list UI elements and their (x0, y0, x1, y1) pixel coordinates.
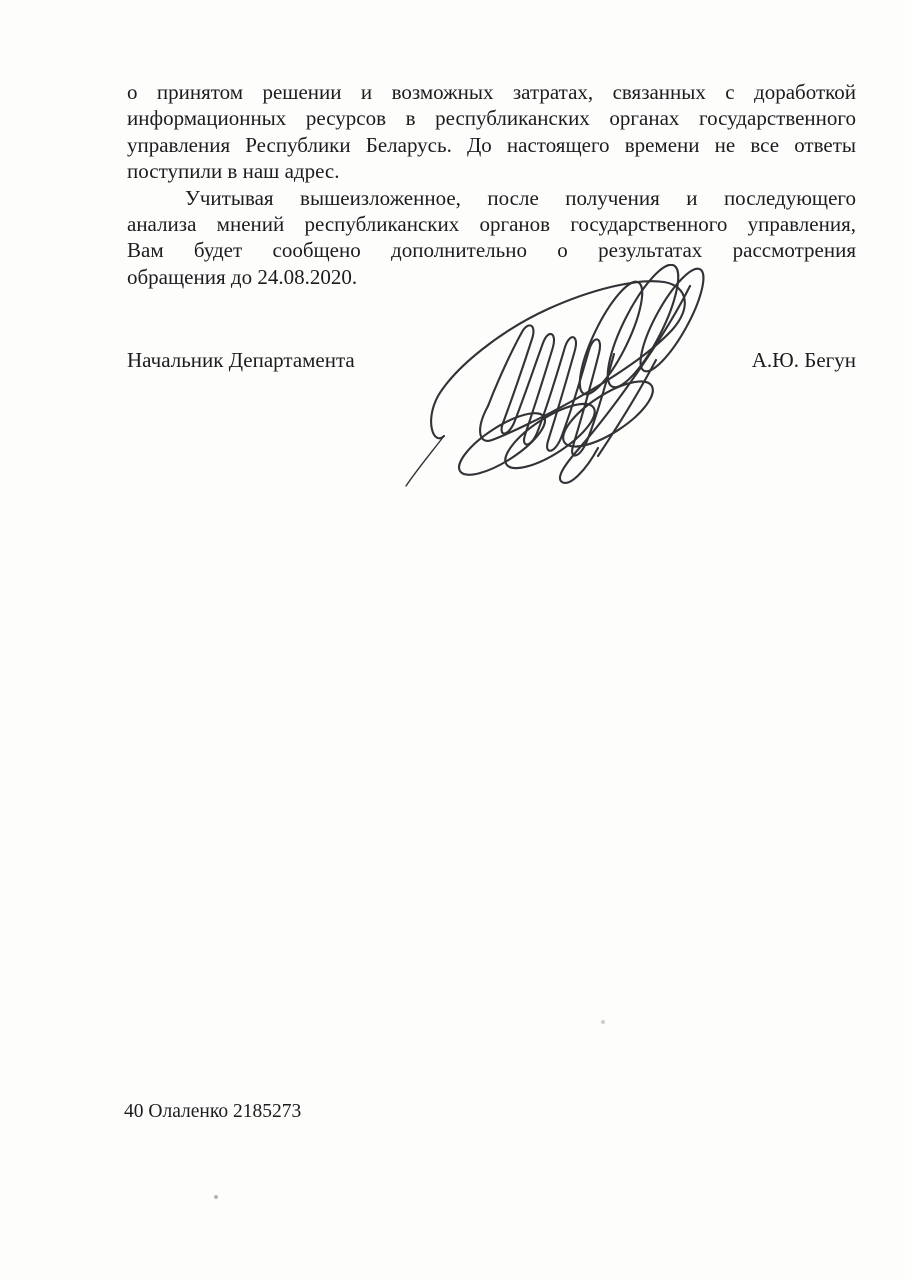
text-line: информационных ресурсов в республиканских органах государственного (127, 106, 856, 131)
text-line: управления Республики Беларусь. До настоящего времени не все ответы (127, 132, 856, 157)
signature-stroke (560, 286, 690, 483)
signature-loop (569, 275, 654, 401)
signature-loop (451, 403, 553, 486)
paragraph-decision (127, 79, 856, 185)
signature-loop (554, 370, 662, 459)
scan-speck (601, 1020, 605, 1024)
signature-stroke (488, 325, 614, 455)
paragraph-followup (127, 185, 856, 291)
signature-stroke (598, 360, 656, 456)
signatory-name: А.Ю. Бегун (751, 348, 856, 372)
reference-note: 40 Олаленко 2185273 (124, 1101, 302, 1122)
text-line: обращения до 24.08.2020. (127, 264, 358, 289)
signature-loop (497, 393, 604, 480)
text-line: анализа мнений республиканских органов государственного управления, (127, 212, 856, 237)
text-line: Вам будет сообщено дополнительно о результатах рассмотрения (127, 238, 856, 263)
handwritten-signature (398, 264, 728, 496)
text-line: поступили в наш адрес. (127, 159, 340, 184)
signatory-role: Начальник Департамента (127, 348, 355, 372)
text-line: о принятом решении и возможных затратах, связанных с доработкой (127, 80, 856, 104)
scan-speck (214, 1195, 218, 1199)
text-line: Учитывая вышеизложенное, после получения и последующего (185, 185, 856, 210)
letter-body (127, 79, 856, 290)
signature-row (127, 347, 856, 373)
signature-stroke (406, 436, 444, 486)
